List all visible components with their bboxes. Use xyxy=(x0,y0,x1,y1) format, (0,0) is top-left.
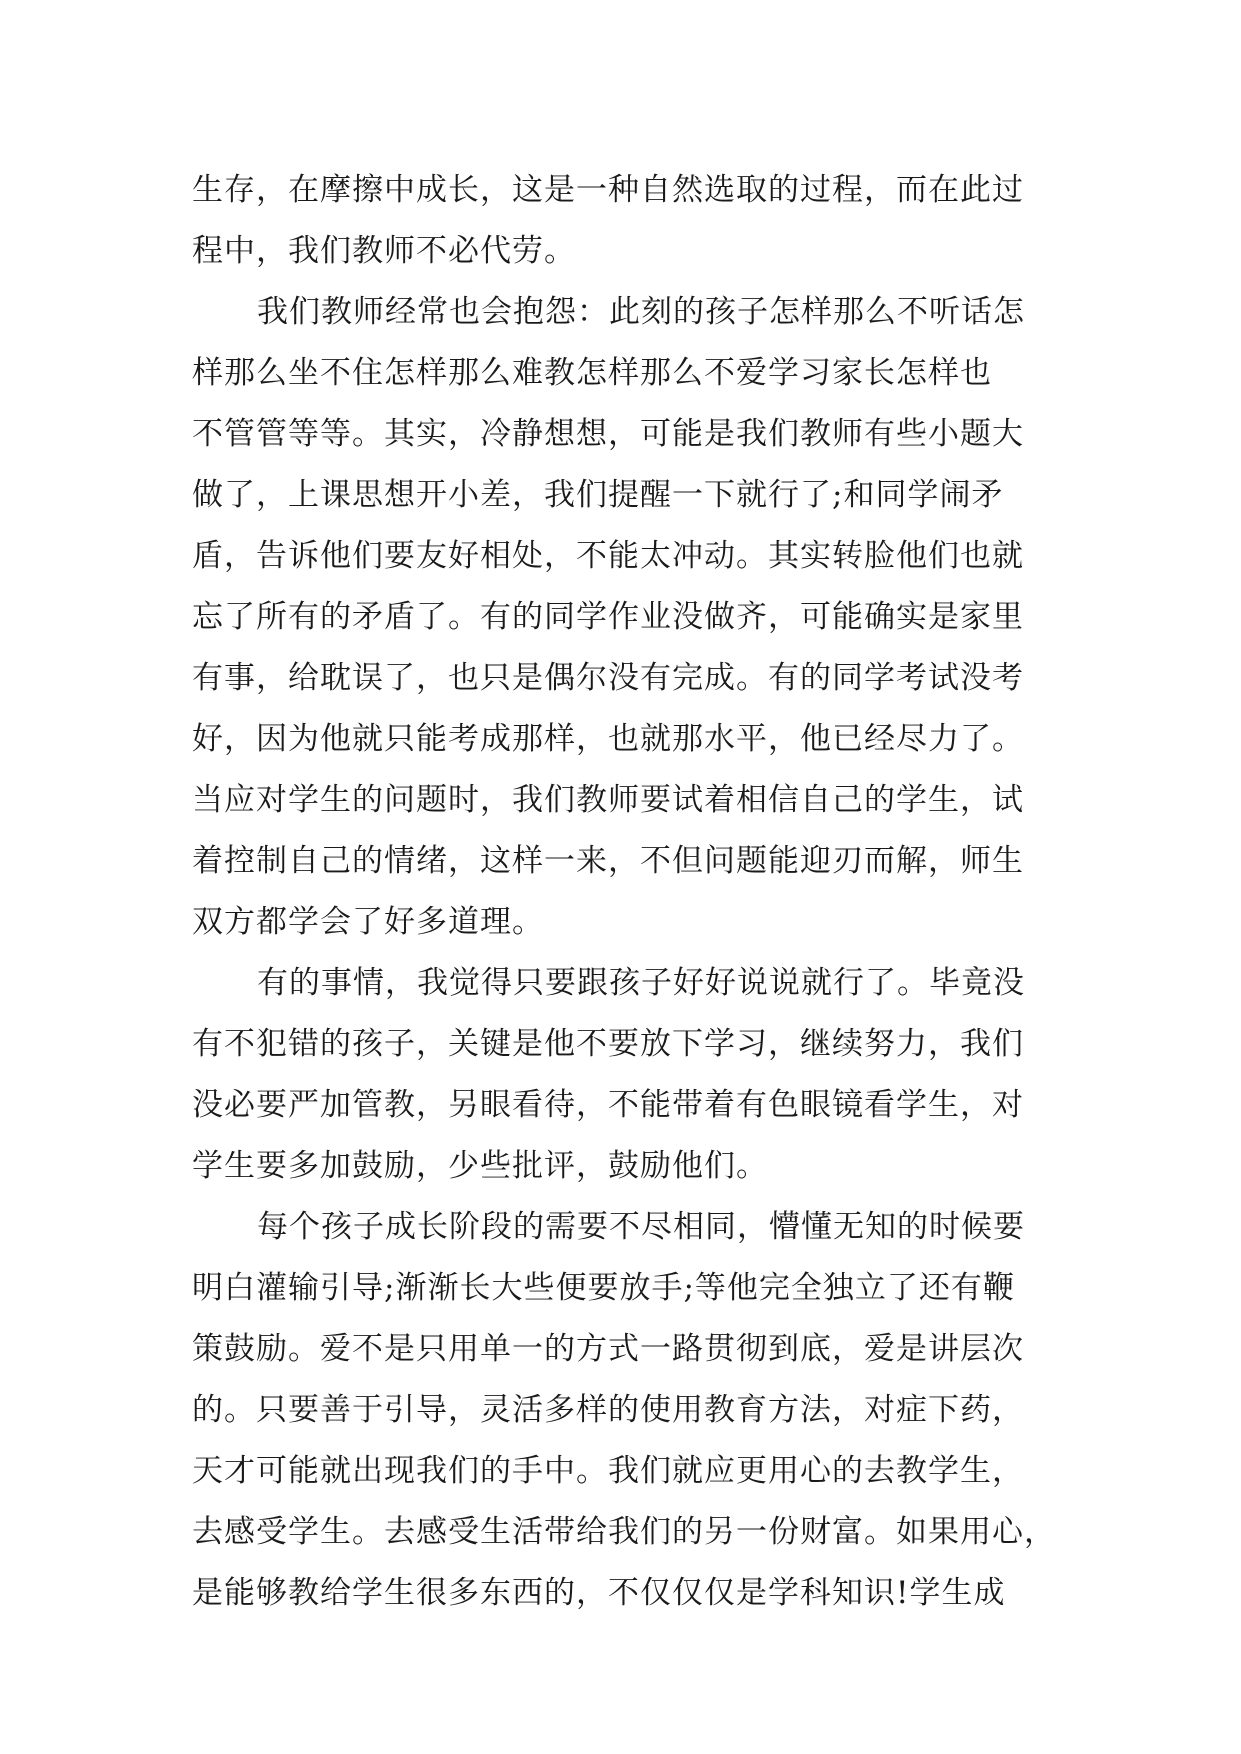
paragraph-first-line: 每个孩子成长阶段的需要不尽相同，懵懂无知的时候要 xyxy=(257,1209,1025,1245)
text-line: 生存，在摩擦中成长，这是一种自然选取的过程，而在此过 xyxy=(192,172,1024,208)
paragraph-first-line: 我们教师经常也会抱怨：此刻的孩子怎样那么不听话怎 xyxy=(257,294,1025,330)
text-line: 当应对学生的问题时，我们教师要试着相信自己的学生，试 xyxy=(192,782,1024,818)
text-line: 没必要严加管教，另眼看待，不能带着有色眼镜看学生，对 xyxy=(192,1087,1024,1123)
text-line: 天才可能就出现我们的手中。我们就应更用心的去教学生， xyxy=(192,1453,1024,1489)
text-line: 有事，给耽误了，也只是偶尔没有完成。有的同学考试没考 xyxy=(192,660,1024,696)
text-line: 不管管等等。其实，冷静想想，可能是我们教师有些小题大 xyxy=(192,416,1024,452)
text-line: 双方都学会了好多道理。 xyxy=(192,904,544,940)
text-line: 策鼓励。爱不是只用单一的方式一路贯彻到底，爱是讲层次 xyxy=(192,1331,1024,1367)
text-line: 有不犯错的孩子，关键是他不要放下学习，继续努力，我们 xyxy=(192,1026,1024,1062)
text-line: 做了，上课思想开小差，我们提醒一下就行了;和同学闹矛 xyxy=(192,477,1004,513)
text-line: 的。只要善于引导，灵活多样的使用教育方法，对症下药， xyxy=(192,1392,1024,1428)
text-line: 是能够教给学生很多东西的，不仅仅仅是学科知识!学生成 xyxy=(192,1575,1006,1611)
text-line: 好，因为他就只能考成那样，也就那水平，他已经尽力了。 xyxy=(192,721,1024,757)
text-line: 忘了所有的矛盾了。有的同学作业没做齐，可能确实是家里 xyxy=(192,599,1024,635)
text-line: 样那么坐不住怎样那么难教怎样那么不爱学习家长怎样也 xyxy=(192,355,992,391)
text-line: 程中，我们教师不必代劳。 xyxy=(192,233,576,269)
body-text xyxy=(192,160,1072,1624)
text-line: 明白灌输引导;渐渐长大些便要放手;等他完全独立了还有鞭 xyxy=(192,1270,1015,1306)
text-line: 盾，告诉他们要友好相处，不能太冲动。其实转脸他们也就 xyxy=(192,538,1024,574)
paragraph-first-line: 有的事情，我觉得只要跟孩子好好说说就行了。毕竟没 xyxy=(257,965,1025,1001)
text-line: 去感受学生。去感受生活带给我们的另一份财富。如果用心， xyxy=(192,1514,1056,1550)
text-line: 学生要多加鼓励，少些批评，鼓励他们。 xyxy=(192,1148,768,1184)
text-line: 着控制自己的情绪，这样一来，不但问题能迎刃而解，师生 xyxy=(192,843,1024,879)
